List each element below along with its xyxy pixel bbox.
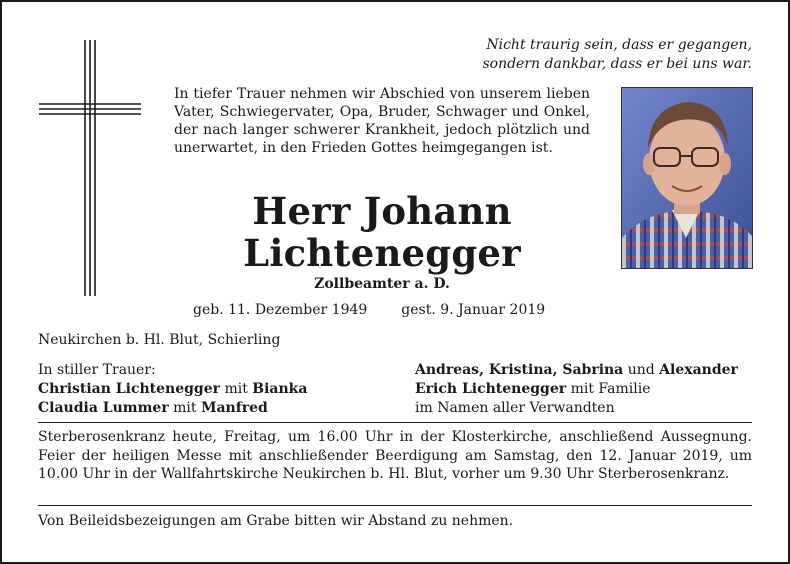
mourner-line (38, 399, 307, 418)
mourner-name: Claudia Lummer (38, 400, 169, 416)
mourner-line (415, 380, 738, 399)
name-line: Lichtenegger (243, 231, 521, 275)
death-date: gest. 9. Januar 2019 (401, 302, 546, 318)
name-line: Herr Johann (252, 189, 512, 233)
closing-note: Von Beileidsbezeigungen am Grabe bitten wir Abstand zu nehmen. (38, 513, 514, 529)
mourning-heading: In stiller Trauer: (38, 362, 156, 378)
mourner-name: Christian Lichtenegger (38, 381, 220, 397)
cross-icon (38, 38, 142, 298)
mourners-left (38, 361, 307, 418)
intro-text: In tiefer Trauer nehmen wir Abschied von unserem lieben Vater, Schwiegervater, Opa, Bruder, Schwager und Onkel, der nach langer schwerer Krankheit, jedoch plötzlich und unerwartet, in den Frieden Gottes heimgegangen ist. (174, 86, 590, 156)
life-dates (193, 302, 545, 318)
portrait-photo (621, 87, 753, 269)
mourner-connector: und (623, 362, 660, 378)
location: Neukirchen b. Hl. Blut, Schierling (38, 332, 281, 348)
quote-line: Nicht traurig sein, dass er gegangen, (486, 37, 752, 53)
mourner-connector: mit (168, 400, 201, 416)
mourner-name: Alexander (659, 362, 738, 378)
divider (38, 505, 752, 506)
divider (38, 422, 752, 423)
deceased-name (174, 190, 590, 274)
service-details: Sterberosenkranz heute, Freitag, um 16.00 Uhr in der Klosterkirche, anschließend Aussegnung. Feier der heiligen Messe mit anschließender Beerdigung am Samstag, den 12. Januar 2019, um 10.00 Uhr in der Wallfahrtskirche Neukirchen b. Hl. Blut, vorher um 9.30 Uhr Sterberosenkranz. (38, 429, 752, 482)
mourner-line (415, 361, 738, 380)
mourner-line (38, 380, 307, 399)
memorial-quote (412, 36, 752, 74)
mourners-right (415, 361, 738, 418)
mourner-partner: Bianka (252, 381, 308, 397)
mourner-detail: mit Familie (566, 381, 651, 397)
mourner-names: Andreas, Kristina, Sabrina (415, 362, 624, 378)
mourner-name: Erich Lichtenegger (415, 381, 567, 397)
occupation: Zollbeamter a. D. (314, 276, 450, 292)
mourner-connector: mit (220, 381, 253, 397)
quote-line: sondern dankbar, dass er bei uns war. (482, 56, 752, 72)
mourner-partner: Manfred (200, 400, 268, 416)
mourner-line: im Namen aller Verwandten (415, 400, 615, 416)
birth-date: geb. 11. Dezember 1949 (193, 302, 368, 318)
